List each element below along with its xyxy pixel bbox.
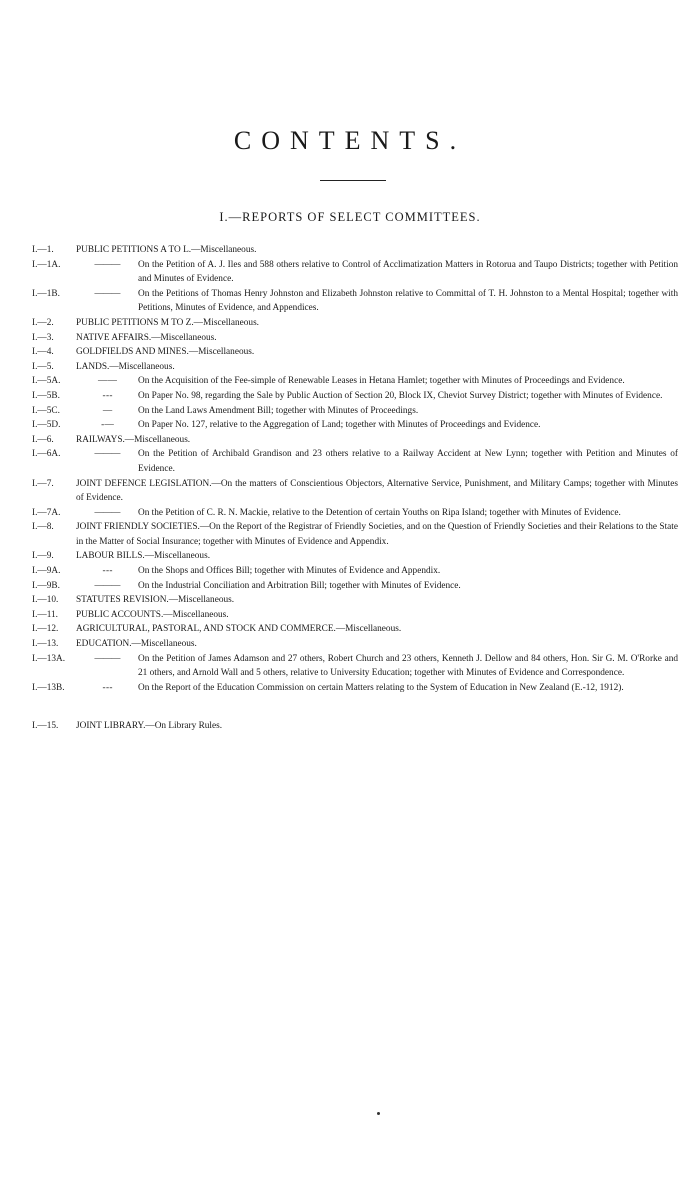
entry-heading: PUBLIC PETITIONS M TO Z.—Miscellaneous. [76, 317, 260, 328]
entry-number: I.—7A. [32, 507, 61, 518]
entry-number: I.—8. [32, 522, 54, 533]
entry-heading: EDUCATION.—Miscellaneous. [76, 639, 197, 650]
entry-number: I.—10. [32, 595, 59, 606]
entry-number: I.—3. [32, 332, 54, 343]
contents-entry [32, 447, 678, 476]
contents-entry [32, 506, 678, 521]
contents-entry [32, 579, 678, 594]
entry-number: I.—9A. [32, 566, 61, 577]
entry-text: On the Shops and Offices Bill; together with Minutes of Evidence and Appendix. [138, 566, 441, 577]
entry-text: On Paper No. 98, regarding the Sale by Public Auction of Section 20, Block IX, Cheviot Survey District; together with Minutes of Evidence. [138, 390, 663, 401]
contents-entry [32, 719, 678, 734]
entry-number: I.—5B. [32, 390, 60, 401]
entry-text: On the Report of the Education Commission on certain Matters relating to the System of Education in New Zealand (E.-12, 1912). [138, 682, 624, 693]
entry-number: I.—6. [32, 434, 54, 445]
entry-heading: RAILWAYS.—Miscellaneous. [76, 434, 191, 445]
contents-entry [32, 637, 678, 652]
entry-number: I.—9. [32, 551, 54, 562]
entry-dash: ——— [94, 288, 120, 299]
entry-text: On the Industrial Conciliation and Arbitration Bill; together with Minutes of Evidence. [138, 580, 461, 591]
entry-dash: ——— [94, 259, 120, 270]
entry-number: I.—9B. [32, 580, 60, 591]
contents-entry [32, 564, 678, 579]
entry-number: I.—6A. [32, 449, 61, 460]
entry-number: I.—2. [32, 317, 54, 328]
entry-text: On the Petition of Archibald Grandison and 23 others relative to a Railway Accident at New Lynn; together with Petition and Minutes of Evidence. [138, 449, 678, 474]
entry-number: I.—5C. [32, 405, 60, 416]
entry-number: I.—13A. [32, 653, 66, 664]
contents-entry [32, 549, 678, 564]
contents-entry [32, 389, 678, 404]
contents-entry [32, 608, 678, 623]
entry-number: I.—12. [32, 624, 59, 635]
entry-number: I.—1B. [32, 288, 60, 299]
entry-heading: STATUTES REVISION.—Miscellaneous. [76, 595, 235, 606]
contents-entry [32, 593, 678, 608]
entry-dash: ——— [94, 653, 120, 664]
entry-number: I.—7. [32, 478, 54, 489]
contents-entry [32, 652, 678, 681]
entry-dash: - — [101, 420, 113, 431]
entry-number: I.—1. [32, 245, 54, 255]
entry-number: I.—5A. [32, 376, 61, 387]
entry-heading: GOLDFIELDS AND MINES.—Miscellaneous. [76, 347, 255, 358]
entry-text: On the Land Laws Amendment Bill; together with Minutes of Proceedings. [138, 405, 419, 416]
entry-text: On the Petition of James Adamson and 27 others, Robert Church and 23 others, Kenneth J. Dellow and 84 others, Hon. Sir G. M. O'Rorke and 21 others, and Arnold Wall and 5 others, relative to University Education; together with Minutes of Evidence and Correspondence. [138, 653, 678, 679]
entry-dash: - - - [102, 682, 112, 693]
entry-dash: — [102, 405, 112, 416]
entry-number: I.—5D. [32, 420, 61, 431]
entry-heading: LANDS.—Miscellaneous. [76, 361, 175, 372]
contents-entry [32, 287, 678, 316]
entry-number: I.—11. [32, 609, 58, 620]
entry-number: I.—5. [32, 361, 54, 372]
contents-entry [32, 345, 678, 360]
entry-dash: — — [98, 376, 116, 387]
entry-dash: ——— [94, 580, 120, 591]
entry-number: I.—4. [32, 347, 54, 358]
entry-text: On the Acquisition of the Fee-simple of Renewable Leases in Hetana Hamlet; together with Minutes of Proceedings and Evidence. [138, 376, 625, 387]
entry-number: I.—1A. [32, 259, 61, 270]
contents-entry [32, 243, 678, 258]
page-title: CONTENTS. [233, 126, 467, 155]
entry-heading: PUBLIC PETITIONS A TO L.—Miscellaneous. [76, 245, 257, 255]
contents-entry [32, 360, 678, 375]
entry-dash: - - - [102, 566, 112, 577]
entry-number: I.—13B. [32, 682, 65, 693]
entry-text: On Paper No. 127, relative to the Aggregation of Land; together with Minutes of Proceedings and Evidence. [138, 420, 541, 431]
entry-heading: JOINT FRIENDLY SOCIETIES.—On the Report of the Registrar of Friendly Societies, and on the Question of Friendly Societies and their Relations to the State in the Matter of Social Insurance; together with Minutes of Evidence and Appendix. [76, 522, 678, 547]
entry-dash: - - - [102, 390, 112, 401]
contents-entry [32, 477, 678, 506]
entry-dash: ——— [94, 449, 120, 460]
contents-entry [32, 404, 678, 419]
contents-entry [32, 681, 678, 696]
entry-heading: AGRICULTURAL, PASTORAL, AND STOCK AND COMMERCE.—Miscellaneous. [76, 624, 402, 635]
spacer [32, 695, 678, 719]
entry-text: On the Petitions of Thomas Henry Johnston and Elizabeth Johnston relative to Committal of T. H. Johnston to a Mental Hospital; together with Petitions, Minutes of Evidence, and Appendices. [138, 288, 678, 314]
page-mark [377, 1112, 380, 1115]
entry-heading: PUBLIC ACCOUNTS.—Miscellaneous. [76, 609, 229, 620]
contents-entry [32, 316, 678, 331]
entry-heading: JOINT LIBRARY.—On Library Rules. [76, 721, 223, 732]
contents-entry [32, 258, 678, 287]
entry-number: I.—13. [32, 639, 59, 650]
contents-entry [32, 622, 678, 637]
contents-entry [32, 520, 678, 549]
section-heading: I.—REPORTS OF SELECT COMMITTEES. [219, 210, 481, 224]
contents-entry [32, 433, 678, 448]
entry-heading: JOINT DEFENCE LEGISLATION.—On the matters of Conscientious Objectors, Alternative Service, Punishment, and Military Camps; together with Minutes of Evidence. [76, 478, 678, 504]
contents-list [32, 243, 678, 734]
title-rule [320, 180, 386, 181]
contents-entry [32, 331, 678, 346]
entry-text: On the Petition of A. J. Iles and 588 others relative to Control of Acclimatization Matters in Rotorua and Taupo Districts; together with Petition and Minutes of Evidence. [138, 259, 678, 285]
entry-number: I.—15. [32, 721, 59, 732]
entry-heading: LABOUR BILLS.—Miscellaneous. [76, 551, 211, 562]
contents-entry [32, 418, 678, 433]
entry-text: On the Petition of C. R. N. Mackie, relative to the Detention of certain Youths on Ripa Island; together with Minutes of Evidence. [138, 507, 621, 518]
entry-heading: NATIVE AFFAIRS.—Miscellaneous. [76, 332, 217, 343]
entry-dash: ——— [94, 507, 120, 518]
contents-entry [32, 374, 678, 389]
